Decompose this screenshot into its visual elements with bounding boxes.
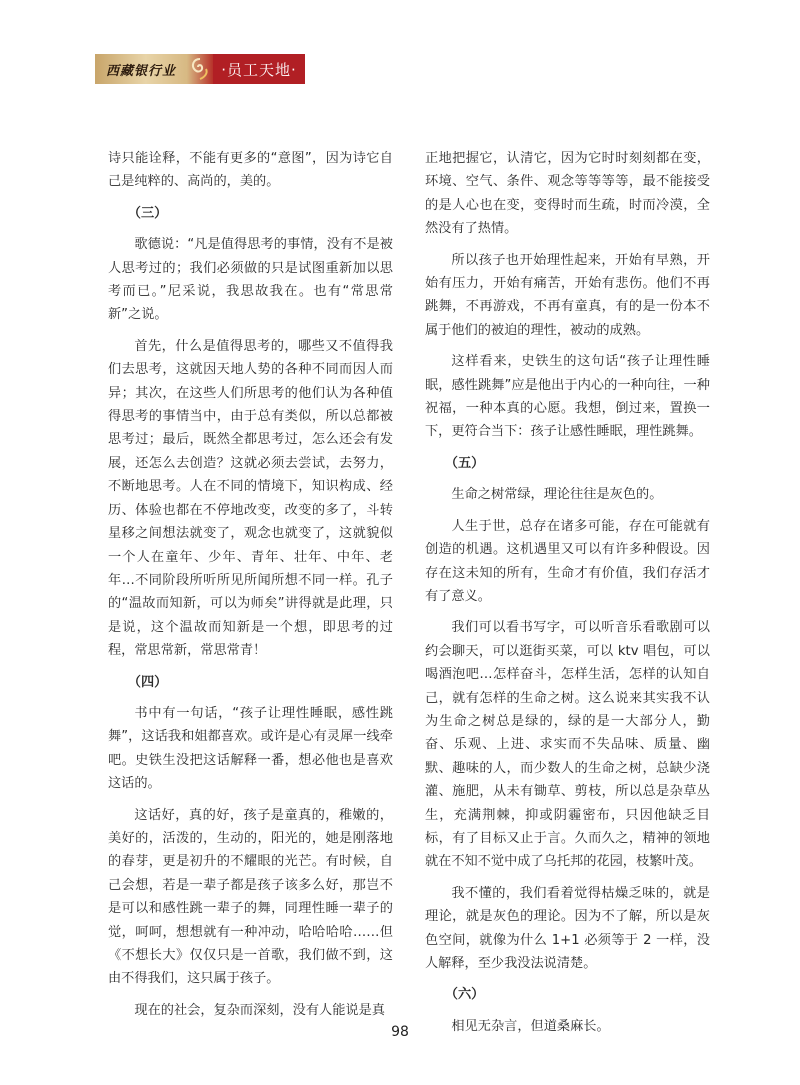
paragraph: 生命之树常绿，理论往往是灰色的。 bbox=[451, 487, 663, 503]
paragraph: 书中有一句话，“孩子让理性睡眠，感性跳舞”，这话我和姐都喜欢。或许是心有灵犀一线牵吧。史铁生没把这话解释一番，想必他也是喜欢这话的。 bbox=[108, 705, 393, 792]
right-column bbox=[425, 147, 710, 1046]
paragraph: 现在的社会，复杂而深刻，没有人能说是真 bbox=[134, 1002, 385, 1018]
section-heading: （六） bbox=[444, 987, 485, 1003]
paragraph: 所以孩子也开始理性起来，开始有早熟，开始有压力，开始有痛苦，开始有悲伤。他们不再跳舞，不再游戏，不再有童真，有的是一份本不属于他们的被迫的理性，被动的成熟。 bbox=[425, 252, 710, 338]
paragraph: 诗只能诠释，不能有更多的“意图”，因为诗它自己是纯粹的、高尚的，美的。 bbox=[108, 151, 393, 190]
left-column bbox=[108, 147, 393, 1030]
section-heading: （四） bbox=[127, 674, 168, 690]
section-heading: （三） bbox=[127, 205, 168, 221]
section-title-tab: ·员工天地· bbox=[213, 54, 305, 84]
paragraph: 我们可以看书写字，可以听音乐看歌剧可以约会聊天，可以逛街买菜，可以 ktv 唱包，可以喝酒泡吧…怎样奋斗，怎样生活，怎样的认知自己，就有怎样的生命之树。这么说来其实我不认为生命之树总是绿的，绿的是一大部分人，勤奋、乐观、上进、求实而不失品味、质量、幽默、趣味的人，而少数人的生命之树，总缺少浇灌、施肥，从未有锄草、剪枝，所以总是杂草丛生，充满荆棘，抑或阴霾密布，只因他缺乏目标，有了目标又止于言。久而久之，精神的领地就在不知不觉中成了乌托邦的花园，枝繁叶茂。 bbox=[425, 620, 710, 870]
section-heading: （五） bbox=[444, 455, 485, 471]
paragraph: 我不懂的，我们看着觉得枯燥乏味的，就是理论，就是灰色的理论。因为不了解，所以是灰色空间，就像为什么 1+1 必须等于 2 一样，没人解释，至少我没法说清楚。 bbox=[425, 885, 710, 971]
page-header bbox=[95, 52, 305, 86]
paragraph: 这话好，真的好，孩子是童真的，稚嫩的，美好的，活泼的，生动的，阳光的，她是刚落地的春芽，更是初升的不耀眼的光芒。有时候，自己会想，若是一辈子都是孩子该多么好，那岂不是可以和感性跳一辈子的舞，同理性睡一辈子的觉，呵呵，想想就有一种冲动，哈哈哈哈……但《不想长大》仅仅只是一首歌，我们做不到，这由不得我们，这只属于孩子。 bbox=[108, 807, 393, 987]
paragraph: 歌德说：“凡是值得思考的事情，没有不是被人思考过的；我们必须做的只是试图重新加以思考而已。”尼采说，我思故我在。也有“常思常新”之说。 bbox=[108, 237, 393, 323]
page-number: 98 bbox=[391, 1024, 409, 1040]
paragraph: 正地把握它，认清它，因为它时时刻刻都在变，环境、空气、条件、观念等等等等，最不能接受的是人心也在变，变得时而生疏，时而冷漠，全然没有了热情。 bbox=[425, 151, 710, 237]
brand-logo: 西藏银行业 bbox=[95, 54, 187, 84]
paragraph: 相见无杂言，但道桑麻长。 bbox=[451, 1018, 610, 1034]
paragraph: 这样看来，史铁生的这句话“孩子让理性睡眠，感性跳舞”应是他出于内心的一种向往，一种祝福，一种本真的心愿。我想，倒过来，置换一下，更符合当下：孩子让感性睡眠，理性跳舞。 bbox=[425, 354, 710, 440]
swirl-ornament-icon bbox=[187, 54, 213, 84]
paragraph: 人生于世，总存在诸多可能，存在可能就有创造的机遇。这机遇里又可以有许多种假设。因存在这未知的所有，生命才有价值，我们存活才有了意义。 bbox=[425, 518, 710, 604]
paragraph: 首先，什么是值得思考的，哪些又不值得我们去思考，这就因天地人势的各种不同而因人而异；其次，在这些人们所思考的他们认为各种值得思考的事情当中，由于总有类似，所以总都被思考过；最后，既然全都思考过，怎么还会有发展，还怎么去创造？这就必须去尝试，去努力，不断地思考。人在不同的情境下，知识构成、经历、体验也都在不停地改变，改变的多了，斗转星移之间想法就变了，观念也就变了，这就貌似一个人在童年、少年、青年、壮年、中年、老年…不同阶段所听所见所闻所想不同一样。孔子的“温故而知新，可以为师矣”讲得就是此理，只是说，这个温故而知新是一个想，即思考的过程，常思常新，常思常青！ bbox=[108, 338, 393, 659]
